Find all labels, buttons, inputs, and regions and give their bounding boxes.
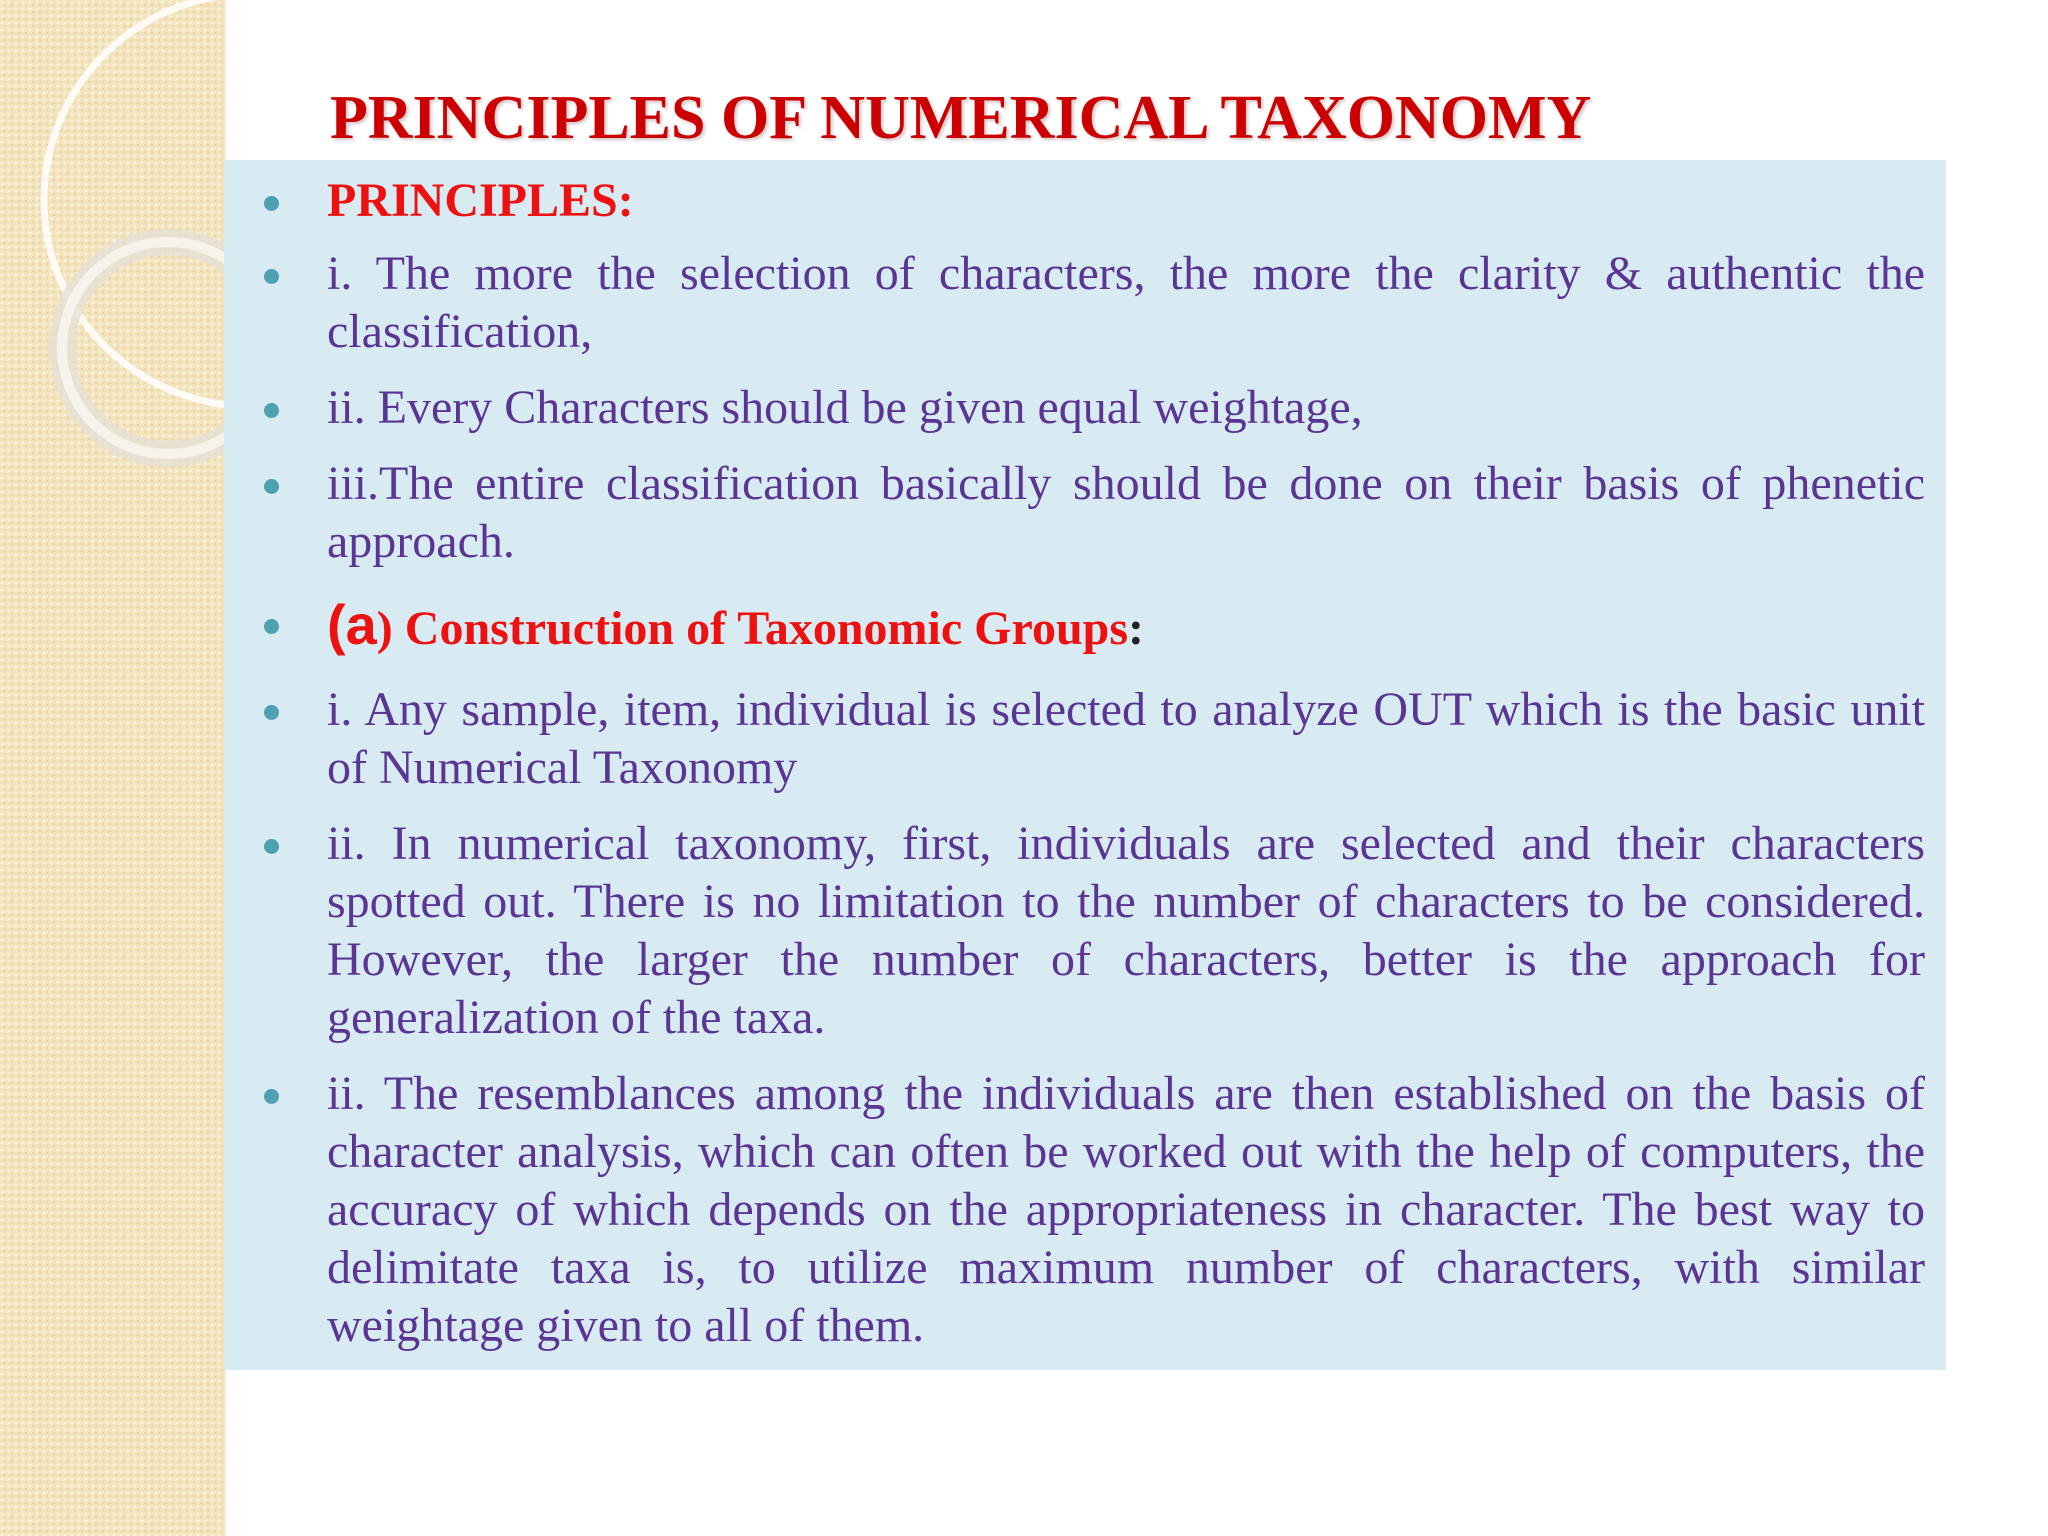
bullet-dot	[264, 705, 279, 720]
bullet-construction-1	[327, 681, 1925, 797]
bullet-dot	[264, 619, 279, 634]
bullet-construction-3	[327, 1065, 1925, 1355]
principle-2-text: ii. Every Characters should be given equal weightage,	[327, 381, 1363, 434]
slide-title: PRINCIPLES OF NUMERICAL TAXONOMY	[330, 84, 1592, 152]
bullet-principle-3	[327, 455, 1925, 571]
bullet-construction-2	[327, 815, 1925, 1047]
principles-heading: PRINCIPLES:	[327, 174, 634, 227]
construction-3-text: ii. The resemblances among the individuals are then established on the basis of character analysis, which can often be worked out with the help of computers, the accuracy of which depends on the appropriateness in character. The best way to delimitate taxa is, to utilize maximum number of characters, with similar weightage given to all of them.	[327, 1067, 1925, 1352]
bullet-principle-1	[327, 245, 1925, 361]
construction-heading-text: ) Construction of Taxonomic Groups	[376, 602, 1129, 655]
construction-1-text: i. Any sample, item, individual is selected to analyze OUT which is the basic unit of Numerical Taxonomy	[327, 683, 1925, 794]
bullet-heading-construction	[327, 593, 1925, 661]
construction-heading-letter: (a	[327, 593, 377, 656]
bullet-dot	[264, 403, 279, 418]
bullet-heading-principles	[327, 172, 1925, 230]
bullet-list	[327, 172, 1925, 1355]
construction-heading-colon: :	[1128, 602, 1144, 655]
content-box	[224, 160, 1946, 1370]
bullet-dot	[264, 269, 279, 284]
construction-2-text: ii. In numerical taxonomy, first, individuals are selected and their characters spotted out. There is no limitation to the number of characters to be considered. However, the larger the number of characters, better is the approach for generalization of the taxa.	[327, 817, 1925, 1044]
principle-1-text: i. The more the selection of characters, the more the clarity & authentic the classification,	[327, 247, 1925, 358]
principle-3-text: iii.The entire classification basically should be done on their basis of phenetic approach.	[327, 457, 1925, 568]
bullet-dot	[264, 479, 279, 494]
bullet-dot	[264, 196, 279, 211]
bullet-dot	[264, 1089, 279, 1104]
bullet-dot	[264, 839, 279, 854]
bullet-principle-2	[327, 379, 1925, 437]
